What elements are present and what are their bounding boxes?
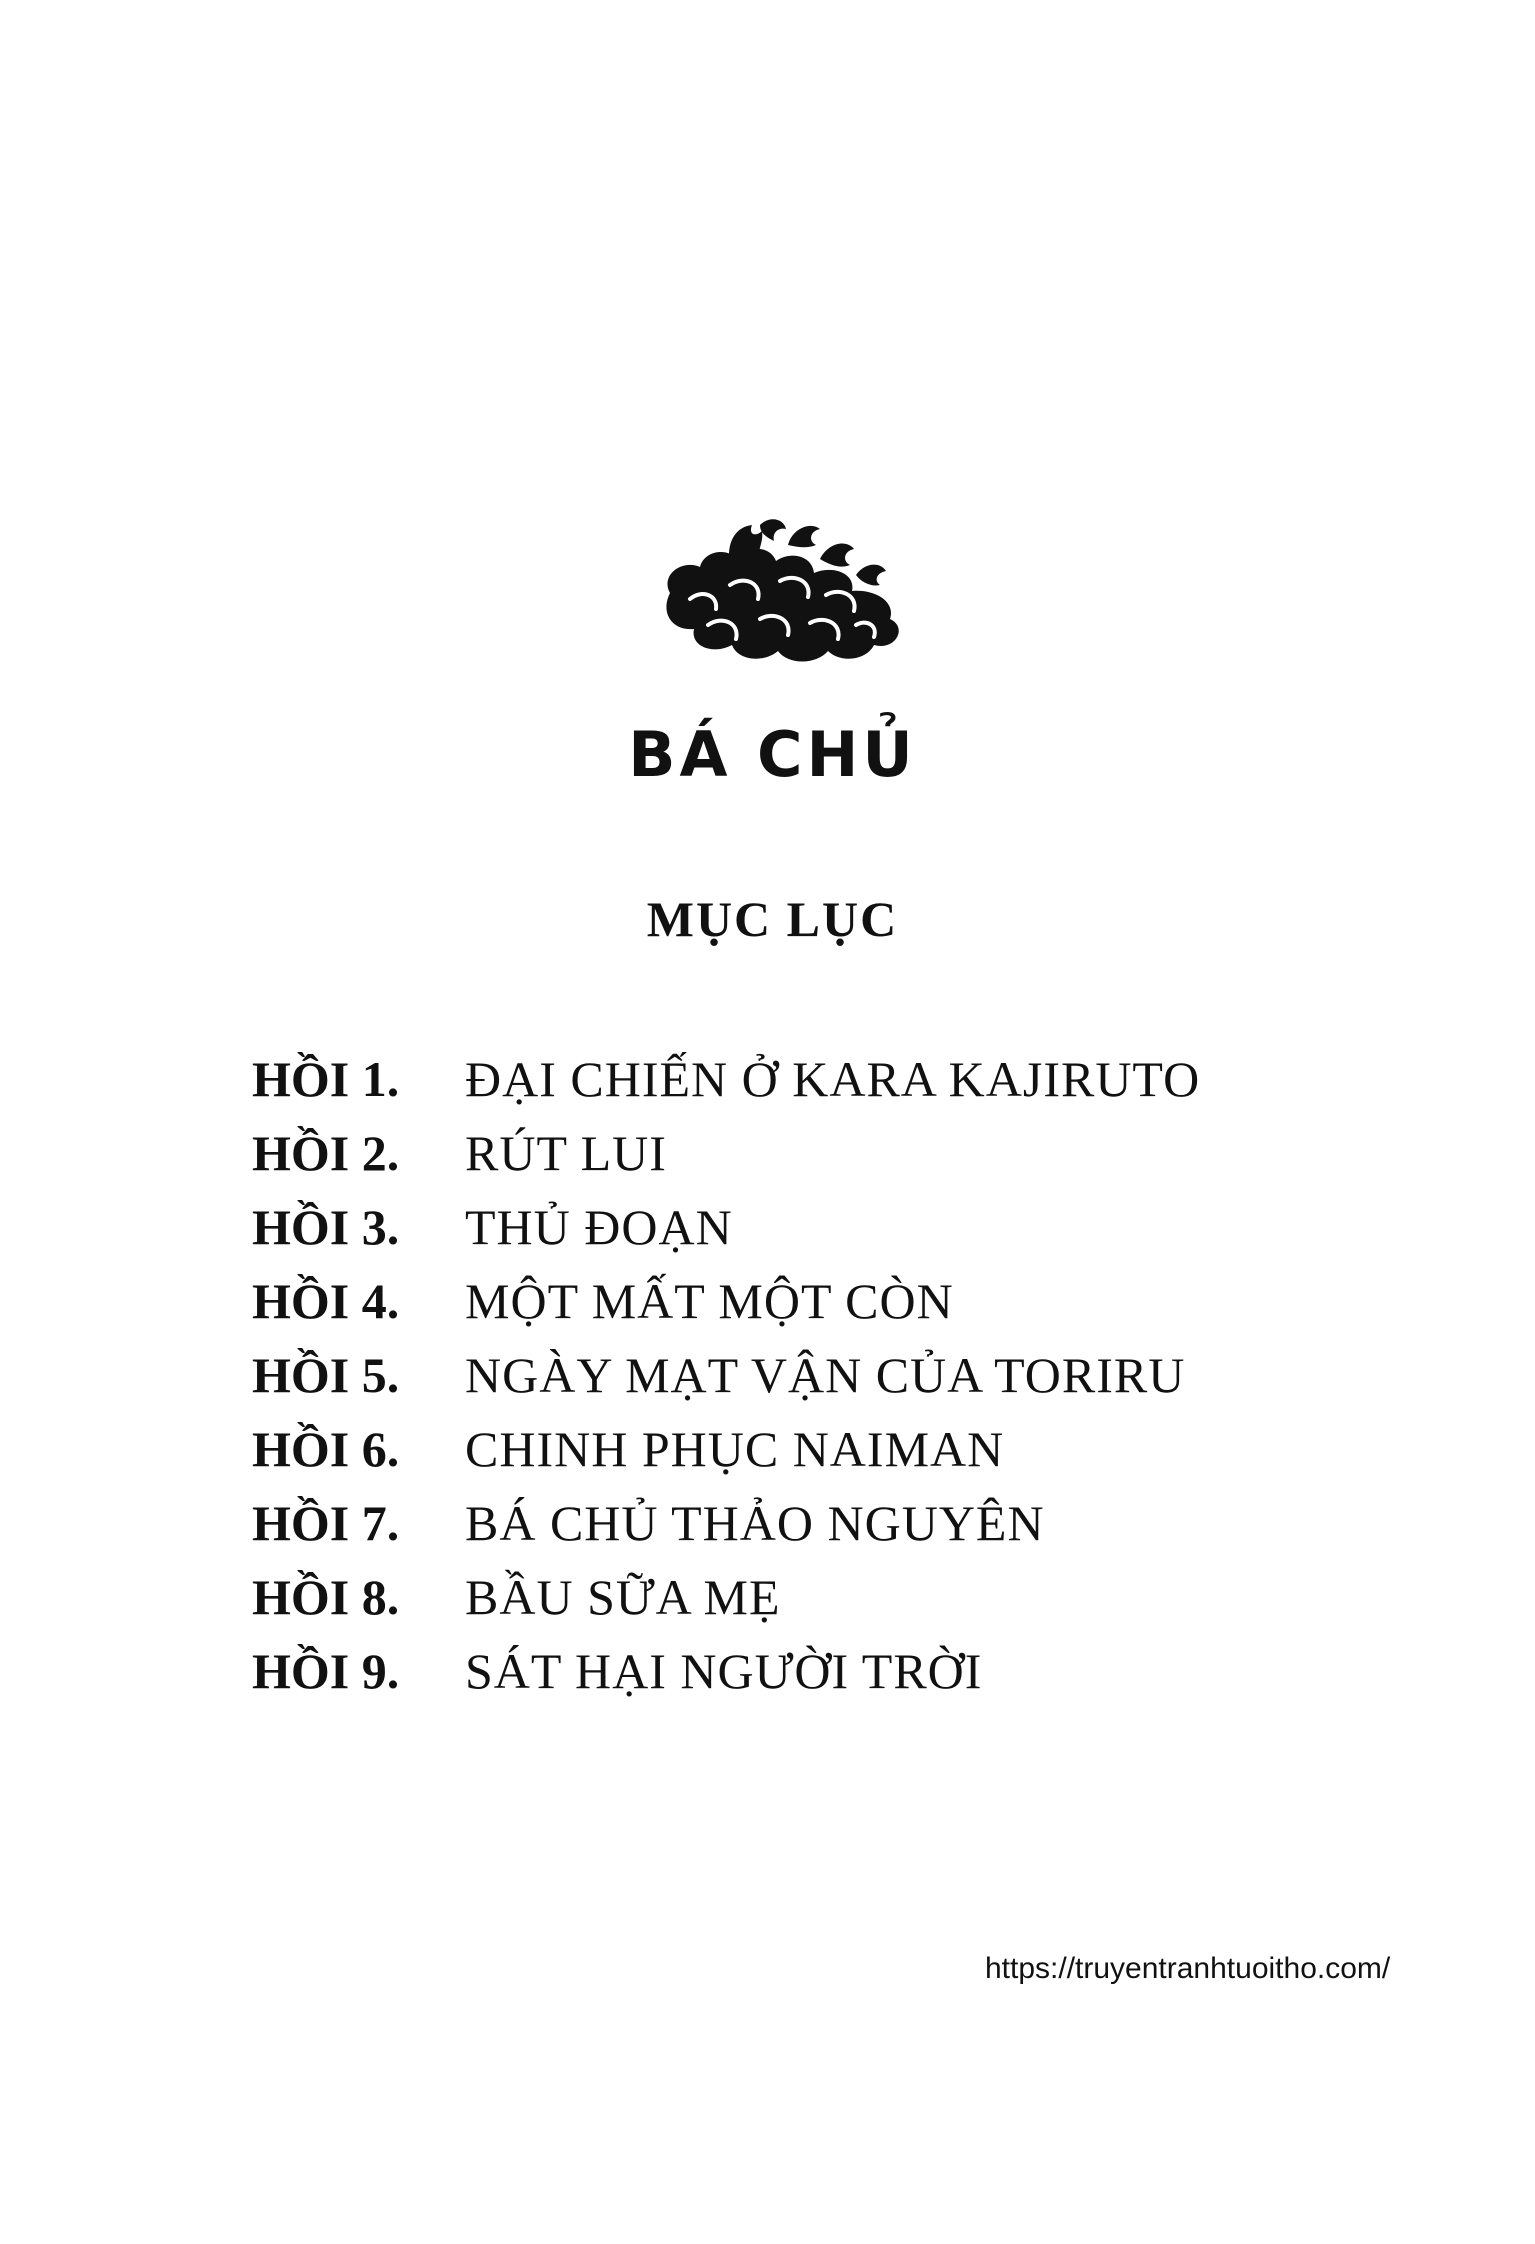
chapter-number: HỒI 5.: [252, 1347, 400, 1403]
toc-item[interactable]: [252, 1420, 1402, 1494]
chapter-title: BẦU SỮA MẸ: [465, 1569, 781, 1625]
toc-item[interactable]: [252, 1346, 1402, 1420]
chapter-number: HỒI 7.: [252, 1495, 400, 1551]
chapter-number: HỒI 3.: [252, 1199, 400, 1255]
toc-item[interactable]: [252, 1050, 1402, 1124]
table-of-contents: [252, 1050, 1402, 1716]
book-title: BÁ CHỦ: [628, 718, 917, 791]
chapter-title: BÁ CHỦ THẢO NGUYÊN: [465, 1495, 1045, 1551]
toc-item[interactable]: [252, 1198, 1402, 1272]
dragon-cloud-emblem-icon: [660, 515, 905, 665]
toc-item[interactable]: [252, 1642, 1402, 1716]
chapter-title: SÁT HẠI NGƯỜI TRỜI: [465, 1643, 983, 1699]
toc-heading: MỤC LỤC: [646, 891, 899, 947]
chapter-number: HỒI 2.: [252, 1125, 400, 1181]
chapter-title: THỦ ĐOẠN: [465, 1199, 733, 1255]
chapter-title: CHINH PHỤC NAIMAN: [465, 1421, 1005, 1477]
chapter-title: RÚT LUI: [465, 1125, 667, 1181]
chapter-number: HỒI 9.: [252, 1643, 400, 1699]
toc-item[interactable]: [252, 1568, 1402, 1642]
chapter-title: MỘT MẤT MỘT CÒN: [465, 1273, 954, 1329]
toc-item[interactable]: [252, 1494, 1402, 1568]
chapter-number: HỒI 4.: [252, 1273, 400, 1329]
chapter-number: HỒI 8.: [252, 1569, 400, 1625]
toc-item[interactable]: [252, 1124, 1402, 1198]
chapter-number: HỒI 6.: [252, 1421, 400, 1477]
chapter-number: HỒI 1.: [252, 1051, 400, 1107]
chapter-title: NGÀY MẠT VẬN CỦA TORIRU: [465, 1347, 1186, 1403]
site-url[interactable]: https://truyentranhtuoitho.com/: [985, 1952, 1391, 1985]
chapter-title: ĐẠI CHIẾN Ở KARA KAJIRUTO: [465, 1051, 1201, 1107]
toc-item[interactable]: [252, 1272, 1402, 1346]
